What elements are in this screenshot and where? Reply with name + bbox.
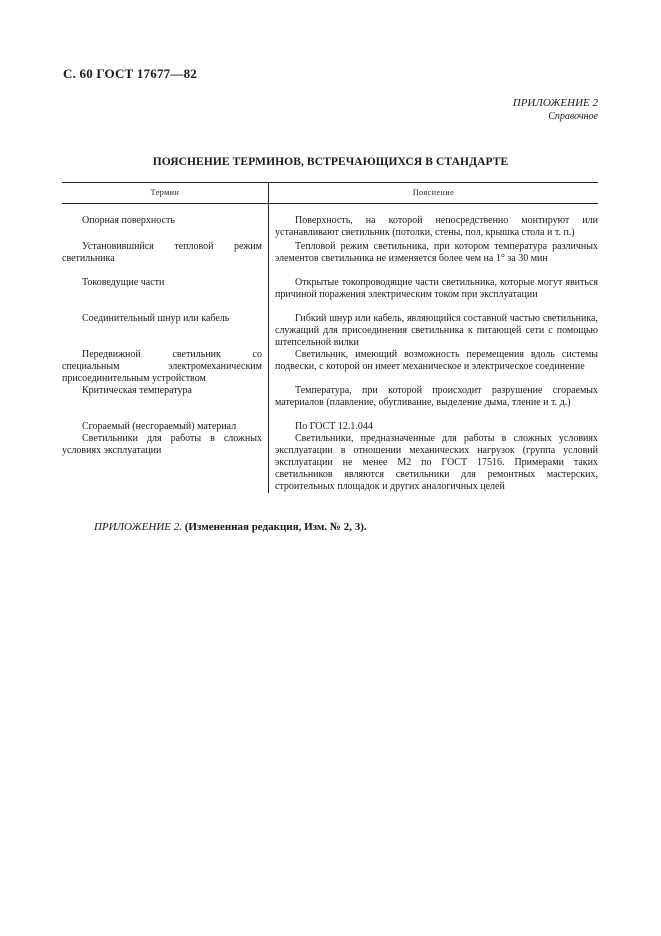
appendix-title: ПРИЛОЖЕНИЕ 2 — [512, 97, 598, 109]
page-header: С. 60 ГОСТ 17677—82 — [63, 66, 197, 81]
table-header-row — [62, 183, 598, 204]
term-cell: Соединительный шнур или кабель — [62, 313, 269, 349]
explanation-cell: Светильники, предназначенные для работы в сложных условиях эксплуатации в отношении механических нагрузок (группа условий эксплуатации не менее М2 по ГОСТ 17516. Примерами таких светильников являются светильники для ремонтных мастерских, строительных площадок и других аналогичных целей — [275, 432, 598, 492]
appendix-note: Справочное — [548, 111, 598, 122]
explanation-cell: Поверхность, на которой непосредственно монтируют или устанавливают светильник (потолки, стены, пол, крышка стола и т. п.) — [275, 215, 598, 238]
table-row — [62, 241, 598, 277]
table-row — [62, 421, 598, 433]
table-row — [62, 349, 598, 385]
table-row — [62, 433, 598, 493]
term-cell: Сгораемый (несгораемый) материал — [62, 421, 269, 433]
table-row — [62, 204, 598, 241]
section-title: ПОЯСНЕНИЕ ТЕРМИНОВ, ВСТРЕЧАЮЩИХСЯ В СТАНДАРТЕ — [152, 156, 509, 168]
term-cell: Светильники для работы в сложных условиях эксплуатации — [62, 433, 269, 493]
explanation-cell: Температура, при которой происходит разрушение сгораемых материалов (плавление, обугливание, выделение дыма, тление и т. д.) — [275, 384, 598, 408]
column-header-term: Термин — [62, 183, 269, 204]
explanation-cell: По ГОСТ 12.1.044 — [295, 420, 373, 432]
column-header-explanation: Пояснение — [269, 183, 599, 204]
appendix-label — [513, 97, 598, 123]
explanation-cell: Открытые токопроводящие части светильника, которые могут явиться причиной поражения электрическим током при эксплуатации — [275, 276, 598, 300]
table-row — [62, 385, 598, 421]
term-cell: Критическая температура — [62, 385, 269, 421]
table-row — [62, 277, 598, 313]
term-cell: Токоведущие части — [62, 277, 269, 313]
term-cell: Опорная поверхность — [62, 204, 269, 241]
amendment-note-text: (Измененная редакция, Изм. № 2, 3). — [184, 521, 367, 533]
term-cell: Передвижной светильник со специальным электромеханическим присоединительным устройством — [62, 349, 269, 385]
explanation-cell: Тепловой режим светильника, при котором температура различных элементов светильника не изменяется более чем на 1° за 30 мин — [275, 240, 598, 264]
terms-table — [62, 182, 598, 493]
amendment-note — [94, 521, 367, 533]
term-cell: Установившийся тепловой режим светильника — [62, 241, 269, 277]
table-row — [62, 313, 598, 349]
amendment-note-ref: ПРИЛОЖЕНИЕ 2. — [94, 521, 182, 533]
explanation-cell: Гибкий шнур или кабель, являющийся составной частью светильника, служащий для присоединения светильника к питающей сети с помощью штепсельной вилки — [275, 312, 598, 348]
explanation-cell: Светильник, имеющий возможность перемещения вдоль системы подвески, с которой он имеет механическое и электрическое соединение — [275, 348, 598, 372]
